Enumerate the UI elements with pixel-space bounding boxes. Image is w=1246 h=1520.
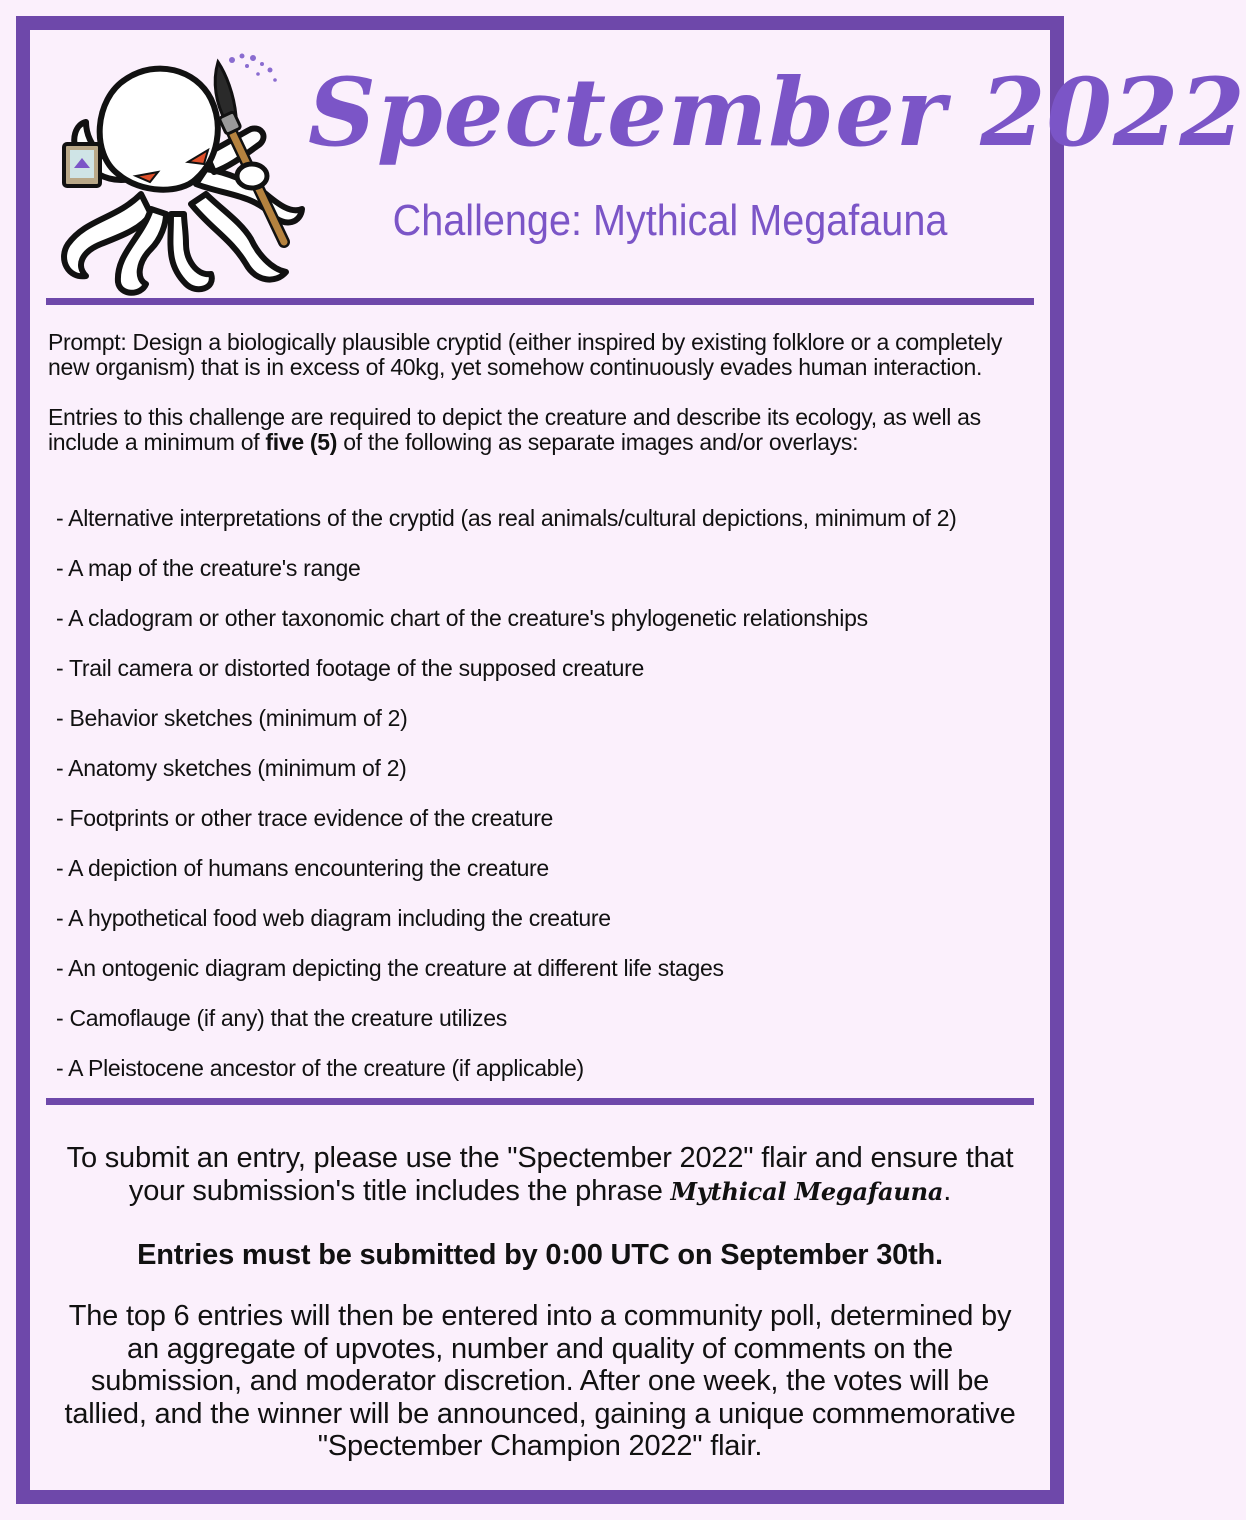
submit-text: To submit an entry, please use the "Spectember 2022" flair and ensure that your submission's title includes the phrase [66,1142,1014,1207]
list-item: - An ontogenic diagram depicting the creature at different life stages [56,955,724,981]
prompt-requirements [48,405,1048,455]
list-item: - Anatomy sketches (minimum of 2) [56,755,407,781]
requirements-count: five (5) [265,429,338,455]
list-item: - A cladogram or other taxonomic chart of the creature's phylogenetic relationships [56,605,868,631]
list-item: - Footprints or other trace evidence of the creature [56,805,554,831]
requirements-text-end: of the following as separate images and/or overlays: [337,429,859,455]
submit-instructions [60,1142,1020,1208]
submit-phrase: Mythical Megafauna [670,1177,944,1206]
list-item: - A depiction of humans encountering the creature [56,855,549,881]
list-item: - Behavior sketches (minimum of 2) [56,705,408,731]
footer-section [60,1142,1020,1463]
prompt-section [48,330,1048,480]
prompt-intro: Prompt: Design a biologically plausible cryptid (either inspired by existing folklore or a completely new organism) that is in excess of 40kg, yet somehow continuously evades human interaction. [48,329,1003,380]
bottom-divider [46,1098,1034,1105]
list-item: - A Pleistocene ancestor of the creature (if applicable) [56,1055,584,1081]
list-item: - Camoflauge (if any) that the creature utilizes [56,1005,507,1031]
challenge-subtitle: Challenge: Mythical Megafauna [392,196,948,245]
page-title: Spectember 2022 [308,58,1246,168]
requirements-text: Entries to this challenge are required to depict the creature and describe its ecology, as well as include a minimum of [48,404,981,455]
requirements-list [56,502,1046,1102]
octopus-painter-icon [46,44,308,302]
top-divider [46,298,1034,305]
list-item: - A map of the creature's range [56,555,361,581]
list-item: - A hypothetical food web diagram including the creature [56,905,611,931]
deadline-notice: Entries must be submitted by 0:00 UTC on September 30th. [137,1239,943,1271]
poster-frame [16,16,1246,1504]
poll-description: The top 6 entries will then be entered into a community poll, determined by an aggregate of upvotes, number and quality of comments on the submission, and moderator discretion. After one week, the votes will be tallied, and the winner will be announced, gaining a unique commemorative "Spectember Champion 2022" flair. [64,1300,1016,1462]
submit-text-end: . [943,1175,952,1207]
list-item: - Trail camera or distorted footage of the supposed creature [56,655,644,681]
list-item: - Alternative interpretations of the cryptid (as real animals/cultural depictions, minimum of 2) [56,505,957,531]
